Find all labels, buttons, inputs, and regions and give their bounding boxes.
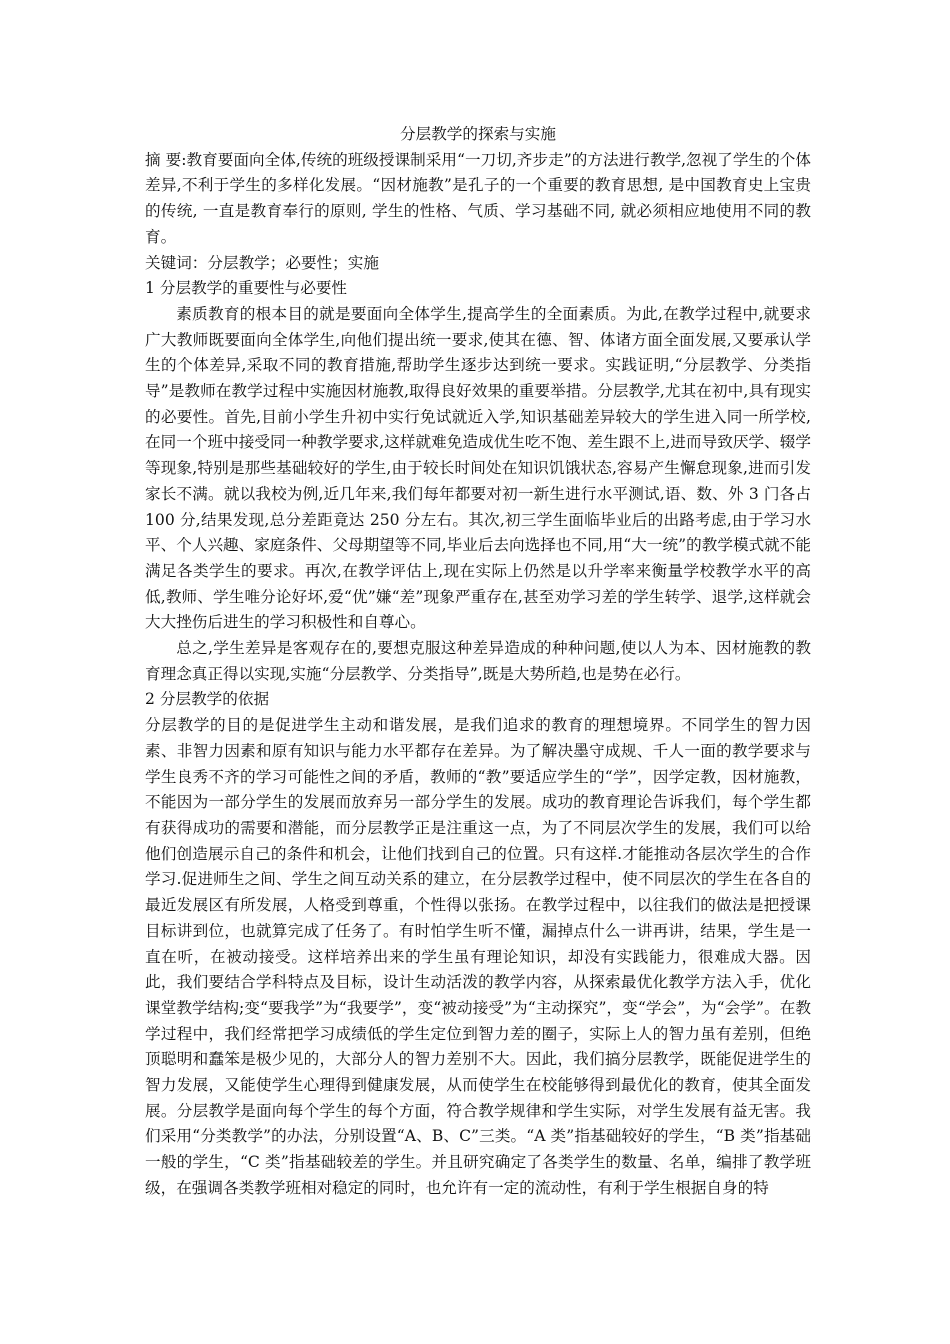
document-page	[145, 122, 811, 1202]
section-1-paragraph-2: 总之,学生差异是客观存在的,要想克服这种差异造成的种种问题,使以人为本、因材施教的教育理念真正得以实现,实施“分层教学、分类指导”,既是大势所趋,也是势在必行。	[145, 639, 811, 683]
keywords-line: 关键词：分层教学；必要性；实施	[145, 253, 379, 272]
section-1-heading: 1 分层教学的重要性与必要性	[145, 279, 348, 298]
abstract-paragraph: 摘 要:教育要面向全体,传统的班级授课制采用“一刀切,齐步走”的方法进行教学,忽视了学生的个体差异,不利于学生的多样化发展。“因材施教”是孔子的一个重要的教育思想, 是中国教育史上宝贵的传统, 一直是教育奉行的原则, 学生的性格、气质、学习基础不同, 就必须相应地使用不同的教育。	[145, 150, 811, 246]
document-title: 分层教学的探索与实施	[400, 125, 556, 143]
section-2-paragraph-1: 分层教学的目的是促进学生主动和谐发展，是我们追求的教育的理想境界。不同学生的智力因素、非智力因素和原有知识与能力水平都存在差异。为了解决墨守成规、千人一面的教学要求与学生良秀不齐的学习可能性之间的矛盾，教师的“教”要适应学生的“学”，因学定教，因材施教，不能因为一部分学生的发展而放弃另一部分学生的发展。成功的教育理论告诉我们，每个学生都有获得成功的需要和潜能，而分层教学正是注重这一点，为了不同层次学生的发展，我们可以给他们创造展示自己的条件和机会，让他们找到自己的位置。只有这样.才能推动各层次学生的合作学习.促进师生之间、学生之间互动关系的建立，在分层教学过程中，使不同层次的学生在各自的最近发展区有所发展，人格受到尊重，个性得以张扬。在教学过程中，以往我们的做法是把授课目标讲到位，也就算完成了任务了。有时怕学生听不懂，漏掉点什么一讲再讲，结果，学生是一直在听，在被动接受。这样培养出来的学生虽有理论知识，却没有实践能力，很难成大器。因此，我们要结合学科特点及目标，设计生动活泼的教学内容，从探索最优化教学方法入手，优化课堂教学结构;变“要我学”为“我要学”，变“被动接受”为“主动探究”，变“学会”，为“会学”。在教学过程中，我们经常把学习成绩低的学生定位到智力差的圈子，实际上人的智力虽有差别，但绝顶聪明和蠢笨是极少见的，大部分人的智力差别不大。因此，我们搞分层教学，既能促进学生的智力发展，又能使学生心理得到健康发展，从而使学生在校能够得到最优化的教育，使其全面发展。分层教学是面向每个学生的每个方面，符合教学规律和学生实际，对学生发展有益无害。我们采用“分类教学”的办法，分别设置“A、B、C”三类。“A 类”指基础较好的学生，“B 类”指基础一般的学生，“C 类”指基础较差的学生。并且研究确定了各类学生的数量、名单，编排了教学班级，在强调各类教学班相对稳定的同时，也允许有一定的流动性，有利于学生根据自身的特	[145, 716, 811, 1197]
section-2-heading: 2 分层教学的依据	[145, 690, 270, 709]
section-1-paragraph-1: 素质教育的根本目的就是要面向全体学生,提高学生的全面素质。为此,在教学过程中,就要求广大教师既要面向全体学生,向他们提出统一要求,使其在德、智、体诸方面全面发展,又要承认学生的个体差异,采取不同的教育措施,帮助学生逐步达到统一要求。实践证明,“分层教学、分类指导”是教师在教学过程中实施因材施教,取得良好效果的重要举措。分层教学,尤其在初中,具有现实的必要性。首先,目前小学生升初中实行免试就近入学,知识基础差异较大的学生进入同一所学校,在同一个班中接受同一种教学要求,这样就难免造成优生吃不饱、差生跟不上,进而导致厌学、辍学等现象,特别是那些基础较好的学生,由于较长时间处在知识饥饿状态,容易产生懈怠现象,进而引发家长不满。就以我校为例,近几年来,我们每年都要对初一新生进行水平测试,语、数、外 3 门各占 100 分,结果发现,总分差距竟达 250 分左右。其次,初三学生面临毕业后的出路考虑,由于学习水平、个人兴趣、家庭条件、父母期望等不同,毕业后去向选择也不同,用“大一统”的教学模式就不能满足各类学生的要求。再次,在教学评估上,现在实际上仍然是以升学率来衡量学校教学水平的高低,教师、学生唯分论好坏,爱“优”嫌“差”现象严重存在,甚至劝学习差的学生转学、退学,这样就会大大挫伤后进生的学习积极性和自尊心。	[145, 304, 811, 632]
